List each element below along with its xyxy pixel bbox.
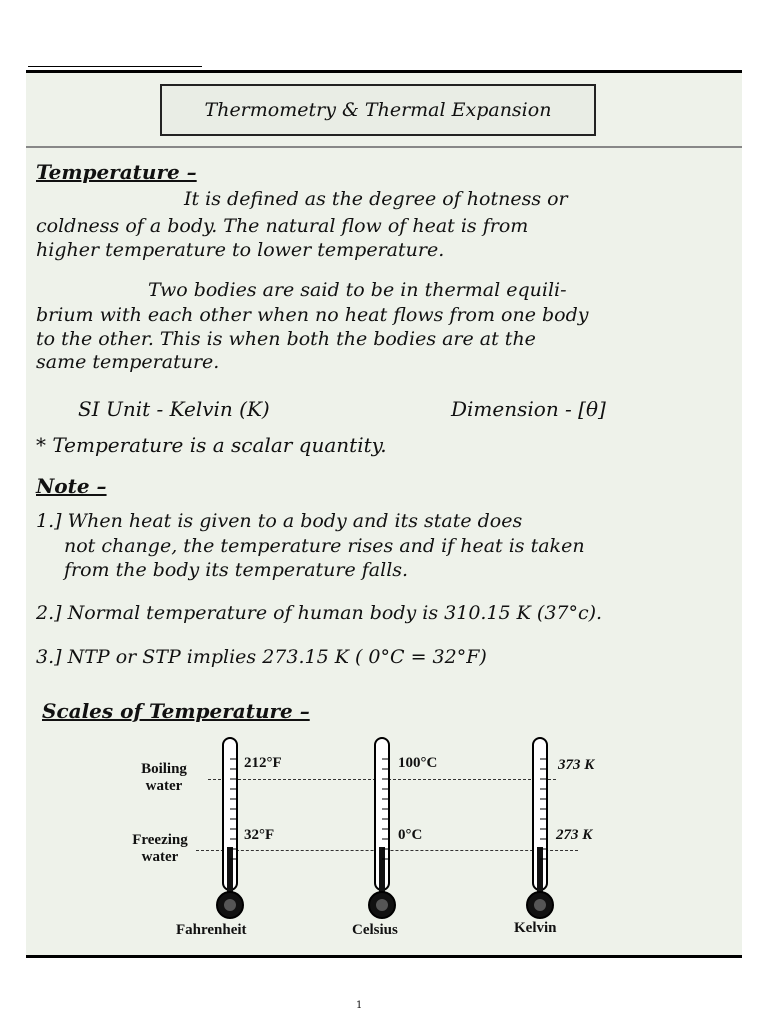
freezing-water-label: Freezing water: [132, 832, 188, 866]
boiling-water-label: Boiling water: [141, 761, 187, 795]
note-1-line-1: 1.] When heat is given to a body and its state does: [36, 510, 523, 532]
celsius-label: Celsius: [352, 922, 398, 938]
celsius-thermometer: [364, 735, 400, 921]
note-3: 3.] NTP or STP implies 273.15 K ( 0°C = 32°F): [36, 646, 487, 668]
scalar-quantity-note: * Temperature is a scalar quantity.: [36, 433, 387, 457]
note-1-line-3: from the body its temperature falls.: [64, 559, 409, 581]
note-1-line-2: not change, the temperature rises and if heat is taken: [64, 535, 585, 557]
celsius-boiling: 100°C: [398, 755, 438, 771]
notes-page: [26, 70, 742, 958]
title-divider: [26, 146, 742, 148]
celsius-freezing: 0°C: [398, 827, 423, 843]
temperature-heading: Temperature –: [36, 160, 197, 184]
kelvin-boiling: 373 K: [558, 757, 595, 773]
top-rule: [28, 66, 202, 67]
equilibrium-line-2: brium with each other when no heat flows from one body: [36, 304, 589, 326]
fahrenheit-label: Fahrenheit: [176, 922, 247, 938]
temperature-definition-line-2: coldness of a body. The natural flow of heat is from: [36, 215, 529, 237]
fahrenheit-boiling: 212°F: [244, 755, 282, 771]
note-2: 2.] Normal temperature of human body is 310.15 K (37°c).: [36, 602, 603, 624]
kelvin-freezing: 273 K: [556, 827, 593, 843]
equilibrium-line-4: same temperature.: [36, 351, 220, 373]
equilibrium-line-1: Two bodies are said to be in thermal equili-: [148, 279, 567, 301]
kelvin-label: Kelvin: [514, 920, 557, 936]
scales-heading: Scales of Temperature –: [42, 699, 310, 723]
kelvin-thermometer: [522, 735, 558, 921]
page-title: Thermometry & Thermal Expansion: [160, 84, 596, 136]
page-number: 1: [356, 1000, 363, 1011]
temperature-definition-line-3: higher temperature to lower temperature.: [36, 239, 445, 261]
dimension: Dimension - [θ]: [451, 397, 606, 421]
equilibrium-line-3: to the other. This is when both the bodies are at the: [36, 328, 536, 350]
fahrenheit-thermometer: [212, 735, 248, 921]
temperature-definition-line-1: It is defined as the degree of hotness or: [184, 188, 568, 210]
fahrenheit-freezing: 32°F: [244, 827, 275, 843]
si-unit: SI Unit - Kelvin (K): [78, 397, 270, 421]
note-heading: Note –: [36, 474, 107, 498]
